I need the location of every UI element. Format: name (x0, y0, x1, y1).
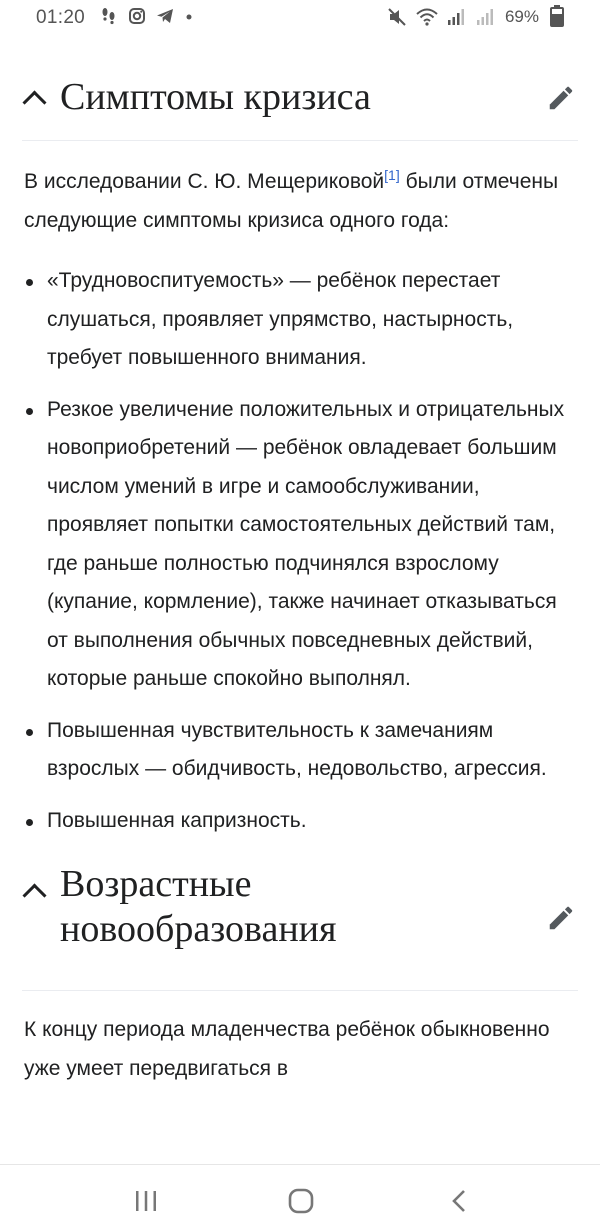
symptoms-list (0, 262, 600, 840)
paragraph-text: В исследовании С. Ю. Мещериковой (24, 170, 385, 193)
mute-icon (387, 7, 407, 27)
section-title: Симптомы кризиса (60, 76, 371, 118)
section-heading-symptoms[interactable] (22, 36, 578, 141)
recents-icon[interactable] (126, 1183, 166, 1219)
intro-paragraph (24, 163, 576, 240)
chevron-up-icon[interactable] (22, 883, 46, 907)
article-content (0, 36, 600, 1088)
battery-percent: 69% (504, 7, 539, 26)
reference-link[interactable]: [1] (384, 167, 400, 183)
signal-icon (447, 7, 467, 27)
pencil-icon[interactable] (546, 903, 576, 933)
signal-icon-2 (476, 7, 496, 27)
status-bar (0, 0, 600, 36)
section-title-line: новообразования (60, 908, 337, 950)
telegram-icon (156, 7, 174, 25)
wifi-icon (416, 7, 438, 27)
status-time: 01:20 (36, 7, 86, 28)
dot-icon (184, 7, 194, 25)
neoformations-paragraph: К концу периода младенчества ребёнок обыкновенно уже умеет передвигаться в (24, 1018, 550, 1080)
chevron-up-icon[interactable] (22, 90, 46, 114)
pencil-icon[interactable] (546, 83, 576, 113)
footsteps-icon (100, 7, 118, 25)
section-title (60, 864, 336, 949)
home-icon[interactable] (281, 1183, 321, 1219)
section-heading-neoformations[interactable] (22, 853, 578, 991)
list-item: Повышенная чувствительность к замечаниям взрослых — обидчивость, недовольство, агрессия. (24, 712, 576, 789)
system-icons (387, 7, 564, 27)
system-nav-bar (0, 1164, 600, 1232)
battery-icon (550, 7, 564, 27)
back-icon[interactable] (440, 1183, 480, 1219)
paragraph-text-continued: были отмечены следующие симптомы кризиса одного года: (24, 170, 559, 232)
section-title-line: Возрастные (60, 863, 252, 905)
instagram-icon (128, 7, 146, 25)
list-item: Повышенная капризность. (24, 802, 576, 841)
list-item: Резкое увеличение положительных и отрицательных новоприобретений — ребёнок овладевает большим числом умений в игре и самообслуживании, проявляет попытки самостоятельных действий там, где раньше полностью подчинялся взрослому (купание, кормление), также начинает отказываться от выполнения обычных повседневных действий, которые раньше спокойно выполнял. (24, 391, 576, 699)
list-item: «Трудновоспитуемость» — ребёнок перестает слушаться, проявляет упрямство, настырность, требует повышенного внимания. (24, 262, 576, 378)
notification-icons (100, 7, 194, 25)
